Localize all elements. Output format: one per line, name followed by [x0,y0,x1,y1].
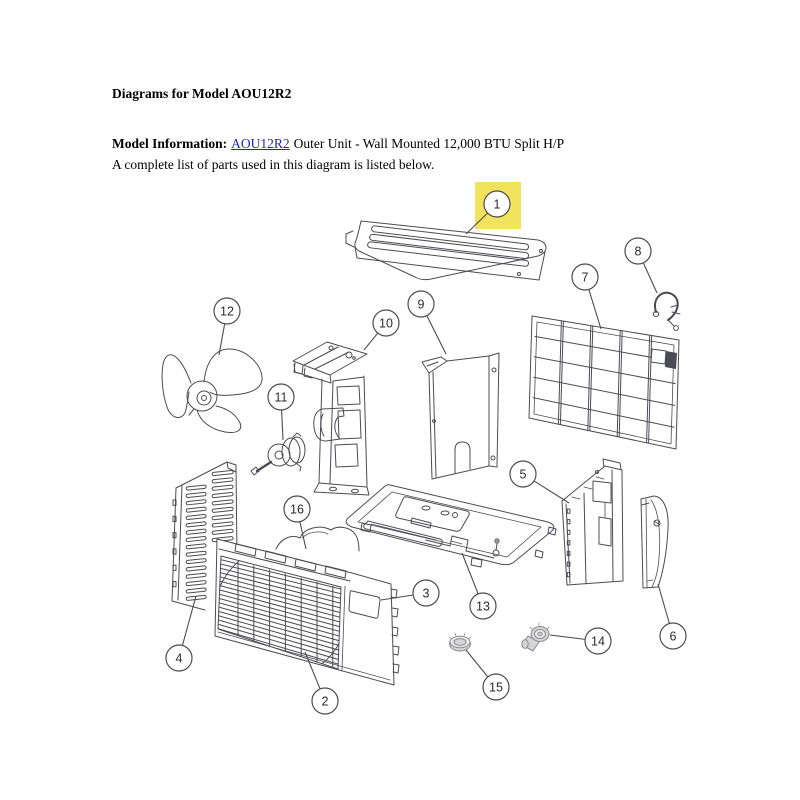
callout-12[interactable] [214,298,240,355]
callout-5[interactable] [510,461,569,503]
callout-leader-line [589,289,601,329]
parts-note: A complete list of parts used in this diagram is listed below. [112,157,435,172]
callout-number: 8 [634,244,642,259]
callout-number: 1 [493,197,501,212]
callout-15[interactable] [466,650,509,700]
callout-number: 7 [581,270,589,285]
part-drawing-control-bracket [293,342,369,495]
callout-8[interactable] [625,238,657,293]
callout-leader-line [658,584,669,624]
callout-number: 15 [489,680,503,695]
part-drawing-grommet [449,633,471,651]
callout-number: 5 [519,467,527,482]
callout-number: 11 [274,390,288,405]
part-drawing-top-panel [346,221,546,280]
callout-number: 12 [220,304,234,319]
part-drawing-fan [162,349,262,433]
part-drawing-front-panel [215,539,399,685]
callout-leader-line [534,481,569,503]
callout-leader-line [427,316,446,354]
page-title: Diagrams for Model AOU12R2 [112,86,292,101]
callout-leader-line [282,410,283,440]
part-drawing-corner-cover [641,496,668,588]
part-drawing-drain-elbow [522,623,549,651]
part-drawing-fan-shroud [276,527,359,551]
callout-leader-line [550,635,585,639]
callout-4[interactable] [166,596,196,671]
callout-leader-line [643,263,657,293]
callout-number: 9 [417,297,425,312]
callout-leader-line [182,596,196,645]
model-description: Outer Unit - Wall Mounted 12,000 BTU Split H/P [293,136,565,151]
callout-9[interactable] [408,291,446,354]
callout-leader-line [466,650,488,677]
callout-number: 4 [175,651,183,666]
callout-number: 14 [591,634,605,649]
callout-14[interactable] [550,628,611,654]
part-drawing-right-side-panel [562,459,623,585]
callout-number: 2 [321,694,329,709]
model-link[interactable]: AOU12R2 [231,136,290,151]
callout-10[interactable] [364,310,399,350]
callout-number: 10 [379,316,393,331]
callout-7[interactable] [572,264,601,329]
part-drawing-wire-harness [653,293,680,331]
model-info-label: Model Information: [112,136,228,151]
callout-number: 13 [476,599,490,614]
callout-13[interactable] [462,553,496,619]
part-drawing-base-pan [346,485,556,567]
callout-number: 6 [669,629,677,644]
part-drawing-partition [422,353,499,479]
part-drawing-fan-motor [251,433,305,475]
callout-number: 3 [422,586,430,601]
part-drawing-rear-grid [529,316,679,449]
callout-11[interactable] [268,384,294,440]
callout-6[interactable] [658,584,686,649]
callout-number: 16 [290,502,304,517]
callout-16[interactable] [284,496,310,549]
callout-1[interactable] [466,182,521,234]
callout-leader-line [364,333,378,350]
